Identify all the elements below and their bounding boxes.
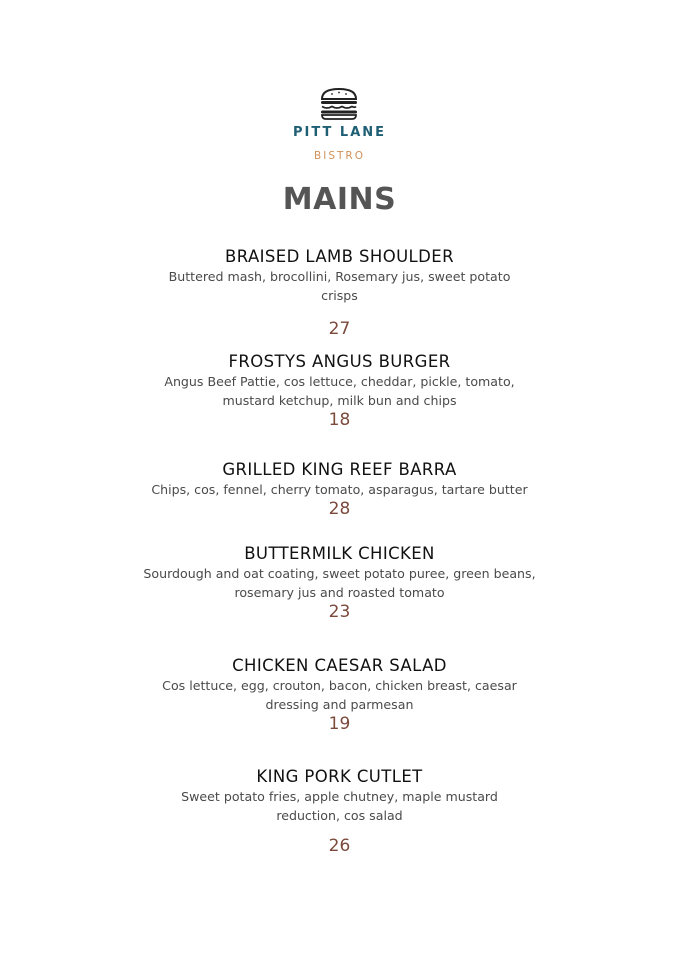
item-name: KING PORK CUTLET — [256, 767, 423, 786]
menu-item — [0, 352, 679, 430]
item-name: BRAISED LAMB SHOULDER — [225, 247, 454, 266]
brand-name: PITT LANE — [292, 125, 387, 140]
item-price: 27 — [328, 319, 351, 339]
menu-item — [0, 460, 679, 519]
item-price: 18 — [328, 410, 351, 430]
menu-item — [0, 767, 679, 856]
item-description: Sourdough and oat coating, sweet potato puree, green beans, rosemary jus and roasted tomato — [143, 566, 536, 600]
item-description: Sweet potato fries, apple chutney, maple mustard reduction, cos salad — [181, 789, 498, 823]
item-description: Angus Beef Pattie, cos lettuce, cheddar, pickle, tomato, mustard ketchup, milk bun and chips — [164, 374, 515, 408]
item-price: 26 — [328, 836, 351, 856]
brand-subtitle: BISTRO — [314, 150, 365, 162]
menu-item — [0, 656, 679, 734]
item-price: 19 — [328, 714, 351, 734]
item-description: Buttered mash, brocollini, Rosemary jus, sweet potato crisps — [168, 269, 511, 303]
section-title: MAINS — [282, 182, 397, 217]
item-price: 23 — [328, 602, 351, 622]
menu-item — [0, 247, 679, 339]
item-name: CHICKEN CAESAR SALAD — [232, 656, 447, 675]
item-description: Cos lettuce, egg, crouton, bacon, chicken breast, caesar dressing and parmesan — [162, 678, 517, 712]
item-price: 28 — [328, 499, 351, 519]
item-description: Chips, cos, fennel, cherry tomato, asparagus, tartare butter — [151, 482, 528, 497]
burger-icon — [319, 88, 359, 120]
item-name: FROSTYS ANGUS BURGER — [228, 352, 451, 371]
item-name: GRILLED KING REEF BARRA — [222, 460, 457, 479]
item-name: BUTTERMILK CHICKEN — [244, 544, 435, 563]
menu-item — [0, 544, 679, 622]
